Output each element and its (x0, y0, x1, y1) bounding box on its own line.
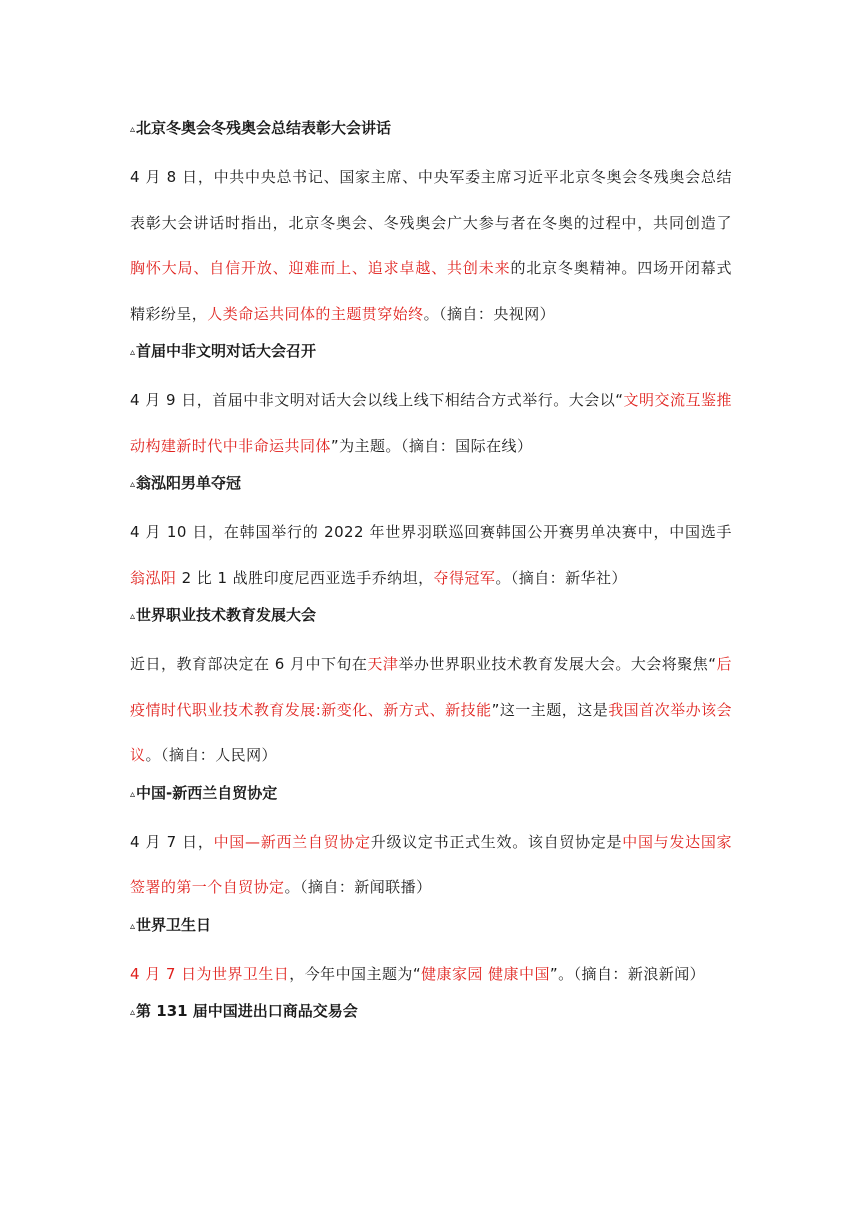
section-heading-text: 世界卫生日 (136, 915, 212, 934)
section-body (130, 642, 732, 779)
triangle-bullet-icon: ▵ (130, 788, 136, 800)
section-heading (130, 335, 732, 367)
body-text: 。（摘自：央视网） (423, 304, 556, 323)
body-text: ”。（摘自：新浪新闻） (549, 964, 706, 983)
news-section (130, 599, 732, 779)
highlight-text: 胸怀大局、自信开放、迎难而上、追求卓越、共创未来 (130, 259, 511, 277)
triangle-bullet-icon: ▵ (130, 479, 136, 490)
section-heading-text: 中国-新西兰自贸协定 (136, 783, 278, 802)
highlight-text: 后疫情时代职业技术教育发展:新变化、新方式、新技能 (130, 655, 733, 719)
news-section (130, 467, 732, 601)
body-text: 近日，教育部决定在 6 月中下旬在 (130, 655, 368, 673)
triangle-bullet-icon: ▵ (130, 1007, 136, 1018)
section-heading (130, 995, 732, 1027)
body-text: 4 月 7 日， (130, 832, 214, 851)
highlight-text: 人类命运共同体的主题贯穿始终 (207, 304, 424, 323)
news-section (130, 995, 732, 1027)
body-text: 升级议定书正式生效。该自贸协定是 (370, 832, 623, 851)
section-heading (130, 112, 732, 144)
triangle-bullet-icon: ▵ (130, 347, 136, 358)
body-text: 4 月 10 日，在韩国举行的 2022 年世界羽联巡回赛韩国公开赛男单决赛中，中国选手 (130, 523, 732, 541)
section-body (130, 155, 732, 337)
section-heading-text: 北京冬奥会冬残奥会总结表彰大会讲话 (136, 119, 392, 137)
section-heading (130, 599, 732, 631)
section-body (130, 952, 732, 998)
highlight-text: 文明交流互鉴推动构建新时代中非命运共同体 (130, 391, 732, 455)
body-text: 2 比 1 战胜印度尼西亚选手乔纳坦， (176, 568, 434, 587)
highlight-text: 4 月 7 日为世界卫生日 (130, 964, 290, 983)
triangle-bullet-icon: ▵ (130, 611, 136, 622)
body-text: 。（摘自：新闻联播） (284, 878, 432, 896)
highlight-text: 健康家园 健康中国 (421, 964, 550, 983)
section-heading (130, 909, 732, 941)
body-text: 。（摘自：人民网） (145, 746, 278, 764)
highlight-text: 中国—新西兰自贸协定 (213, 832, 371, 851)
body-text: 举办世界职业技术教育发展大会。大会将聚焦“ (398, 655, 717, 673)
news-section (130, 777, 732, 911)
highlight-text: 翁泓阳 (130, 568, 177, 587)
news-section (130, 112, 732, 337)
section-body (130, 820, 732, 911)
highlight-text: 天津 (367, 655, 399, 673)
section-heading-text: 翁泓阳男单夺冠 (136, 474, 242, 492)
section-heading-text: 世界职业技术教育发展大会 (136, 606, 317, 624)
triangle-bullet-icon: ▵ (130, 124, 136, 135)
body-text: 4 月 8 日，中共中央总书记、国家主席、中央军委主席习近平北京冬奥会冬残奥会总结表彰大会讲话时指出，北京冬奥会、冬残奥会广大参与者在冬奥的过程中，共同创造了 (130, 168, 732, 232)
body-text: 。（摘自：新华社） (495, 568, 627, 587)
triangle-bullet-icon: ▵ (130, 920, 136, 932)
highlight-text: 夺得冠军 (433, 568, 496, 587)
section-heading-text: 第 131 届中国进出口商品交易会 (136, 1002, 358, 1020)
highlight-text: 中国与发达国家签署的第一个自贸协定 (130, 832, 732, 896)
body-text: ”这一主题，这是 (491, 700, 609, 719)
section-heading-text: 首届中非文明对话大会召开 (136, 342, 317, 360)
news-section (130, 909, 732, 998)
body-text: ”为主题。（摘自：国际在线） (330, 436, 533, 455)
body-text: 4 月 9 日，首届中非文明对话大会以线上线下相结合方式举行。大会以“ (130, 391, 624, 409)
section-heading (130, 777, 732, 809)
body-text: ，今年中国主题为“ (289, 964, 422, 983)
section-heading (130, 467, 732, 499)
body-text: 的北京冬奥精神。四场开闭幕式精彩纷呈， (130, 259, 732, 323)
section-body (130, 378, 732, 469)
highlight-text: 我国首次举办该会议 (130, 700, 732, 764)
section-body (130, 510, 732, 601)
news-section (130, 335, 732, 469)
